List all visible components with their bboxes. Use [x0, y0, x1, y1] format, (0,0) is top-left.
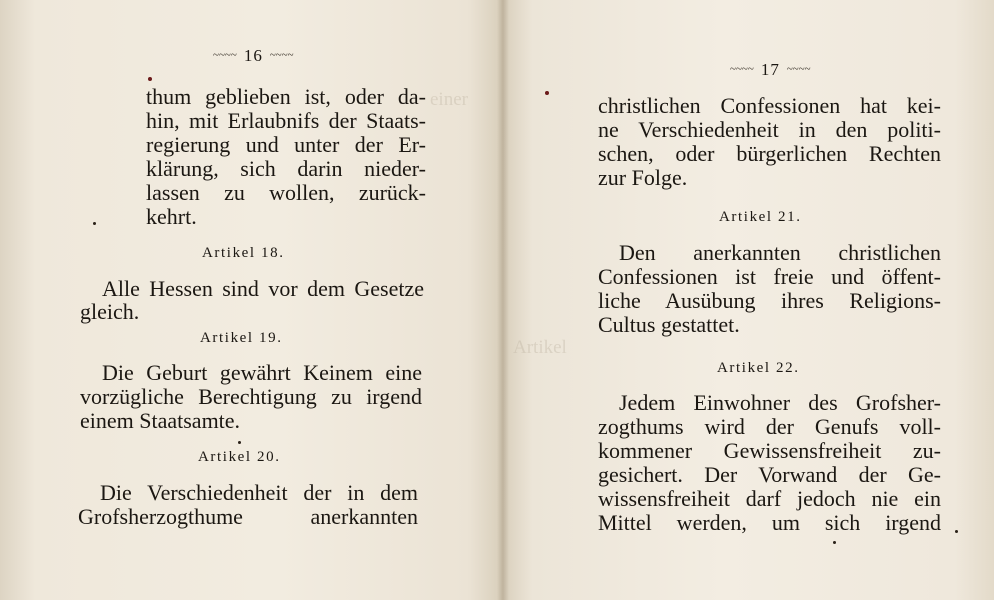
text-line: schen, oder bürgerlichen Rechten [598, 141, 941, 166]
text-line: Mittel werden, um sich irgend [598, 510, 941, 535]
text-line: zogthums wird der Genufs voll- [598, 414, 941, 439]
text-line: Confessionen ist freie und öffent- [598, 264, 941, 289]
ink-spot [148, 77, 152, 81]
ink-spot [833, 541, 836, 544]
page-ornament-left-a: ~~~~ [213, 49, 237, 61]
article-heading-22: Artikel 22. [717, 360, 800, 376]
article-heading-20: Artikel 20. [198, 449, 281, 465]
text-line: thum geblieben ist, oder da- [146, 84, 426, 109]
page-number-text: 16 [243, 46, 263, 65]
text-line: gesichert. Der Vorwand der Ge- [598, 462, 941, 487]
text-line: klärung, sich darin nieder- [146, 156, 426, 181]
text-line: christlichen Confessionen hat kei- [598, 93, 941, 118]
bleed-through-text: Artikel [513, 337, 567, 358]
article-heading-19: Artikel 19. [200, 330, 283, 346]
page-ornament-left-b: ~~~~ [269, 49, 294, 61]
page-number-right [723, 60, 818, 80]
article-heading-21: Artikel 21. [719, 209, 802, 225]
ink-spot [93, 222, 96, 225]
text-line: Grofsherzogthume anerkannten [78, 504, 418, 529]
text-line: regierung und unter der Er- [146, 132, 426, 157]
bleed-through-text: einer [430, 89, 468, 110]
text-line: wissensfreiheit darf jedoch nie ein [598, 486, 941, 511]
text-line: kommener Gewissensfreiheit zu- [598, 438, 941, 463]
text-line: ne Verschiedenheit in den politi- [598, 117, 941, 142]
text-line: kehrt. [146, 204, 197, 229]
page-number-text: 17 [760, 60, 780, 79]
text-line: Den anerkannten christlichen [619, 240, 941, 265]
text-line: lassen zu wollen, zurück- [146, 180, 426, 205]
right-page [503, 0, 994, 600]
text-line: einem Staatsamte. [80, 408, 241, 433]
text-line: Jedem Einwohner des Grofsher- [619, 390, 941, 415]
ink-spot [238, 441, 241, 444]
text-line: gleich. [80, 299, 140, 324]
article-heading-18: Artikel 18. [202, 245, 285, 261]
text-line: liche Ausübung ihres Religions- [598, 288, 941, 313]
ink-spot [545, 91, 549, 95]
text-line: Cultus gestattet. [598, 312, 740, 337]
text-line: zur Folge. [598, 165, 688, 190]
text-line: vorzügliche Berechtigung zu irgend [80, 384, 422, 409]
ink-spot [955, 530, 958, 533]
page-number-left [206, 46, 301, 66]
text-line: hin, mit Erlaubnifs der Staats- [146, 108, 426, 133]
page-ornament-right-b: ~~~~ [786, 63, 811, 75]
text-line: Alle Hessen sind vor dem Gesetze [102, 276, 424, 301]
book-gutter [497, 0, 509, 600]
text-line: Die Geburt gewährt Keinem eine [102, 360, 422, 385]
page-ornament-right-a: ~~~~ [730, 63, 754, 75]
text-line: Die Verschiedenheit der in dem [100, 480, 418, 505]
